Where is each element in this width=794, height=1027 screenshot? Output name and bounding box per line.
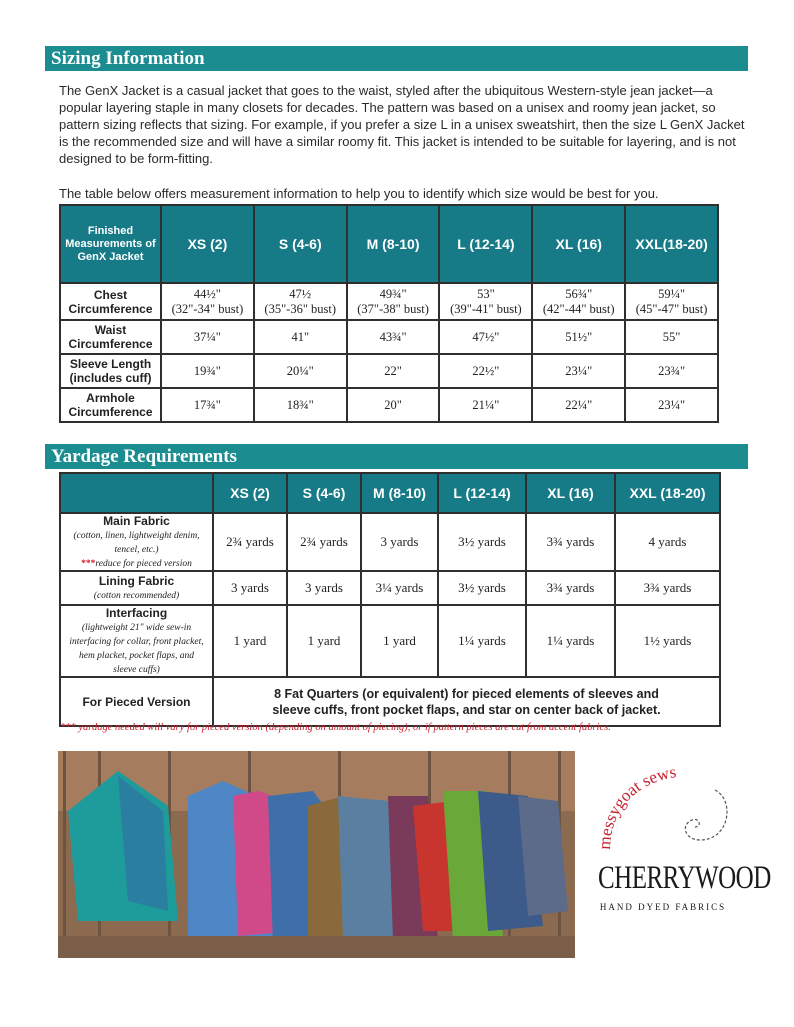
size-header: L (12-14) [439,205,532,283]
row-subtitle: (cotton, linen, lightweight denim, tencel, etc.) [73,531,200,555]
messygoat-logo [590,755,740,855]
table-cell: 51½" [532,320,625,354]
table-cell: 22¼" [532,388,625,422]
table-cell [532,283,625,320]
size-header: XS (2) [213,473,287,513]
table-cell: 3½ yards [438,513,526,571]
size-header: XL (16) [532,205,625,283]
table-cell: 3¾ yards [615,571,720,605]
table-cell: 41" [254,320,347,354]
table-cell [439,283,532,320]
table-cell: 17¾" [161,388,254,422]
table-cell: 1 yard [213,605,287,677]
jackets-photo [58,751,575,958]
pieced-description: 8 Fat Quarters (or equivalent) for pieced elements of sleeves and sleeve cuffs, front pocket flaps, and star on center back of jacket. [213,677,720,726]
table-cell: 2¾ yards [213,513,287,571]
row-title: Main Fabric [103,514,170,528]
size-header: XL (16) [526,473,615,513]
table-row [60,677,720,726]
row-label-armhole: Armhole Circumference [60,388,161,422]
yardage-table [59,472,721,727]
row-label-lining [60,571,213,605]
table-cell: 20¼" [254,354,347,388]
row-title: Lining Fabric [98,574,175,588]
row-title: For Pieced Version [82,694,191,709]
table-cell: 37¼" [161,320,254,354]
size-header: S (4-6) [254,205,347,283]
size-header: XXL (18-20) [615,473,720,513]
table-cell: 1¼ yards [438,605,526,677]
row-subtitle: (cotton recommended) [93,591,180,601]
cell-value: 59¼" [658,286,686,301]
table-cell: 18¾" [254,388,347,422]
size-header: XXL(18-20) [625,205,718,283]
table-row [60,320,718,354]
table-cell: 2¾ yards [287,513,361,571]
table-row [60,571,720,605]
size-header: M (8-10) [347,205,440,283]
yardage-header-row [60,473,720,513]
table-cell: 55" [625,320,718,354]
table-cell [254,283,347,320]
table-cell [161,283,254,320]
row-label-interfacing [60,605,213,677]
table-cell: 1 yard [287,605,361,677]
table-cell: 23¾" [625,354,718,388]
table-cell: 22" [347,354,440,388]
sizing-table [59,204,719,423]
table-cell: 23¼" [625,388,718,422]
table-cell: 3½ yards [438,571,526,605]
table-cell: 3 yards [213,571,287,605]
table-intro-text: The table below offers measurement information to help you to identify which size would be best for you. [59,186,659,201]
table-cell: 3¾ yards [526,513,615,571]
marker: *** [81,559,96,569]
table-cell: 21¼" [439,388,532,422]
table-cell: 3 yards [287,571,361,605]
table-cell: 47½" [439,320,532,354]
row-label-pieced [60,677,213,726]
table-cell: 22½" [439,354,532,388]
table-cell: 4 yards [615,513,720,571]
sizing-header-row [60,205,718,283]
table-cell: 3 yards [361,513,438,571]
table-cell: 19¾" [161,354,254,388]
table-row [60,354,718,388]
table-cell: 3¼ yards [361,571,438,605]
cell-value: 49¾" [379,286,407,301]
row-label-main-fabric [60,513,213,571]
cell-bust: (35"-36" bust) [264,301,337,316]
cell-bust: (32"-34" bust) [171,301,244,316]
yardage-footnote: *** yardage needed will vary for pieced version (depending on amount of piecing), or if pattern pieces are cut from accent fabrics. [60,722,611,733]
table-row [60,513,720,571]
table-cell [625,283,718,320]
row-label-sleeve: Sleeve Length (includes cuff) [60,354,161,388]
table-cell: 20" [347,388,440,422]
table-row [60,388,718,422]
cell-value: 53" [477,286,495,301]
cherrywood-logo [598,860,771,912]
size-header: M (8-10) [361,473,438,513]
cell-bust: (45"-47" bust) [635,301,708,316]
table-cell: 23¼" [532,354,625,388]
cell-bust: (42"-44" bust) [542,301,615,316]
row-note: reduce for pieced version [95,559,192,569]
table-cell [347,283,440,320]
size-header: XS (2) [161,205,254,283]
cell-value: 56¾" [565,286,593,301]
table-cell: 1 yard [361,605,438,677]
sizing-section-header: Sizing Information [45,46,748,71]
table-row [60,283,718,320]
row-label-waist: Waist Circumference [60,320,161,354]
messygoat-text: messygoat sews [594,762,678,851]
cell-value: 47½ [289,286,312,301]
sizing-intro-text: The GenX Jacket is a casual jacket that goes to the waist, styled after the ubiquitous Western-style jean jacket—a popular layering staple in many closets for decades. The pattern was based on a unisex and roomy jean jacket, so pattern sizing reflects that sizing. For example, if you prefer a size L in a unisex sweatshirt, then the size L GenX Jacket is the recommended size and will have a similar roomy fit. This jacket is intended to be suitable for layering, and is not designed to be form-fitting. [59,83,745,166]
cherrywood-tagline: HAND DYED FABRICS [599,902,727,912]
size-header: L (12-14) [438,473,526,513]
cell-bust: (39"-41" bust) [450,301,522,316]
cell-bust: (37"-38" bust) [357,301,429,316]
table-cell: 1½ yards [615,605,720,677]
cell-value: 44½" [193,286,221,301]
row-label-chest: Chest Circumference [60,283,161,320]
table-cell: 1¼ yards [526,605,615,677]
yardage-section-header: Yardage Requirements [45,444,748,469]
row-subtitle: (lightweight 21" wide sew-in interfacing for collar, front placket, hem placket, pocket flaps, and sleeve cuffs) [69,623,204,675]
cherrywood-wordmark: CHERRYWOOD [598,860,771,896]
yardage-corner [60,473,213,513]
row-title: Interfacing [105,606,168,620]
table-cell: 3¾ yards [526,571,615,605]
table-row [60,605,720,677]
sizing-corner-label: Finished Measurements of GenX Jacket [60,205,161,283]
size-header: S (4-6) [287,473,361,513]
table-cell: 43¾" [347,320,440,354]
svg-text:messygoat sews [595,762,678,850]
